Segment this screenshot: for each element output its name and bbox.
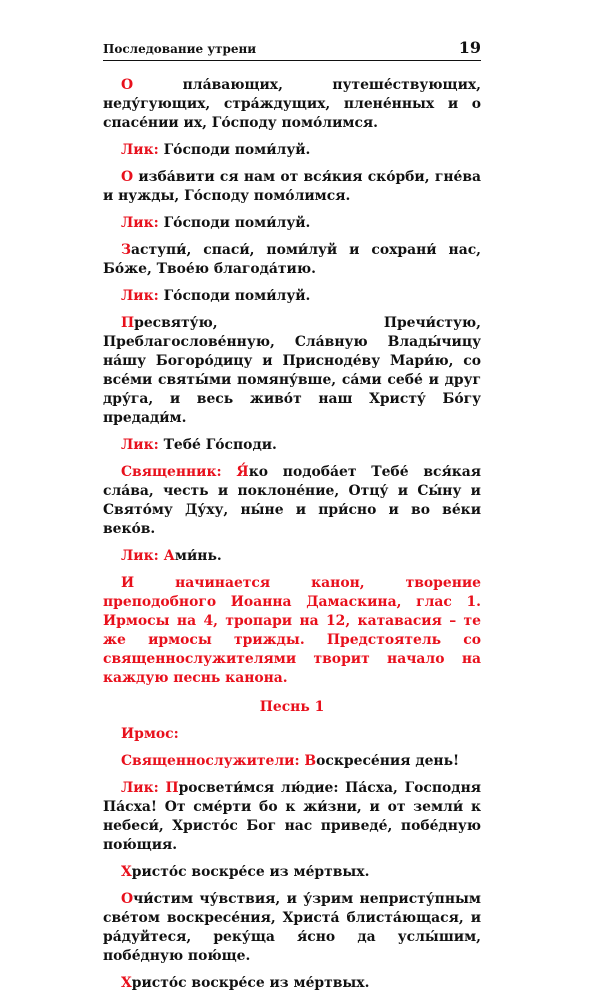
- paragraph-text: Го́споди поми́луй.: [158, 142, 311, 158]
- running-title: Последование утрени: [103, 42, 257, 56]
- text-body: [103, 76, 481, 993]
- paragraph: [103, 863, 481, 882]
- paragraph-text: Го́споди поми́луй.: [158, 215, 311, 231]
- paragraph: [103, 314, 481, 428]
- rubric-lead: Лик:: [121, 215, 159, 231]
- paragraph: [103, 214, 481, 233]
- paragraph-text: пла́вающих, путеше́ствующих, неду́гующих, стра́ждущих, плене́нных и о спасе́нии их, Го́споду помо́лимся.: [103, 77, 481, 131]
- rubric-lead: П: [121, 315, 135, 331]
- rubric-lead: О: [121, 891, 134, 907]
- paragraph-text: ми́нь.: [174, 548, 222, 564]
- paragraph: [103, 436, 481, 455]
- paragraph: [103, 141, 481, 160]
- paragraph: [103, 974, 481, 993]
- song-title: Песнь 1: [259, 699, 325, 715]
- rubric-lead: Лик: П: [121, 780, 179, 796]
- rubric-lead: Священнослужители: В: [121, 753, 317, 769]
- paragraph-text: аступи́, спаси́, поми́луй и сохрани́ нас, Бо́же, Твое́ю благода́тию.: [103, 242, 481, 277]
- book-page: [103, 36, 481, 1001]
- paragraph-text: ристо́с воскре́се из ме́ртвых.: [131, 864, 370, 880]
- paragraph-text: ристо́с воскре́се из ме́ртвых.: [131, 975, 370, 991]
- paragraph-text: Го́споди поми́луй.: [158, 288, 311, 304]
- rubric-lead: Х: [121, 975, 132, 991]
- paragraph-text: ресвяту́ю, Пречи́стую, Преблагослове́нную, Сла́вную Влады́чицу на́шу Богоро́дицу и Присноде́ву Мари́ю, со все́ми святы́ми помяну́вше, са́ми себе́ и друг дру́га, и весь живо́т наш Христу́ Бо́гу предади́м.: [103, 315, 481, 426]
- paragraph-text: росвети́мся лю́дие: Па́сха, Господня Па́сха! От сме́рти бо к жи́зни, и от земли́ к небеси́, Христо́с Бог нас приведе́, побе́дную пою́щия.: [103, 780, 481, 853]
- paragraph: [103, 725, 481, 744]
- running-header: [103, 36, 481, 61]
- paragraph: [103, 287, 481, 306]
- rubric-lead: Священник: Я́: [121, 464, 249, 480]
- rubric-lead: Лик:: [121, 142, 159, 158]
- page-number: 19: [458, 38, 481, 57]
- rubric-lead: Лик: А: [121, 548, 175, 564]
- paragraph: [103, 547, 481, 566]
- paragraph: [103, 241, 481, 279]
- rubric-lead: Лик:: [121, 288, 159, 304]
- paragraph: [103, 463, 481, 539]
- paragraph: [103, 76, 481, 133]
- rubric-lead: О: [121, 169, 134, 185]
- paragraph: [103, 168, 481, 206]
- paragraph: [103, 752, 481, 771]
- paragraph: [103, 779, 481, 855]
- rubric-lead: Х: [121, 864, 132, 880]
- paragraph-text: оскресе́ния день!: [316, 753, 460, 769]
- rubric-lead: О: [121, 77, 134, 93]
- paragraph-text: Тебе́ Го́споди.: [158, 437, 277, 453]
- paragraph-text: изба́вити ся нам от вся́кия ско́рби, гне́ва и нужды, Го́споду помо́лимся.: [103, 169, 481, 204]
- rubric-lead: Ирмос:: [121, 726, 179, 742]
- paragraph-text: чи́стим чу́вствия, и у́зрим непристу́пным све́том воскресе́ния, Христа́ блиста́ющася, и ра́дуйтеся, реку́ща я́сно да услы́шим, побе́дную пою́ще.: [103, 891, 481, 964]
- paragraph-text: ко подоба́ет Тебе́ вся́кая сла́ва, честь и поклоне́ние, Отцу́ и Сы́ну и Свято́му Ду́ху, ны́не и при́сно и во ве́ки веко́в.: [103, 464, 481, 537]
- rubric-lead: З: [121, 242, 132, 258]
- paragraph: [103, 890, 481, 966]
- rubric-lead: Лик:: [121, 437, 159, 453]
- rubric-paragraph: И начинается канон, творение преподобного Иоанна Дамаскина, глас 1. Ирмосы на 4, тропари на 12, катавасия – те же ирмосы трижды. Предстоятель со священнослужителями творит начало на каждую песнь канона.: [103, 575, 481, 686]
